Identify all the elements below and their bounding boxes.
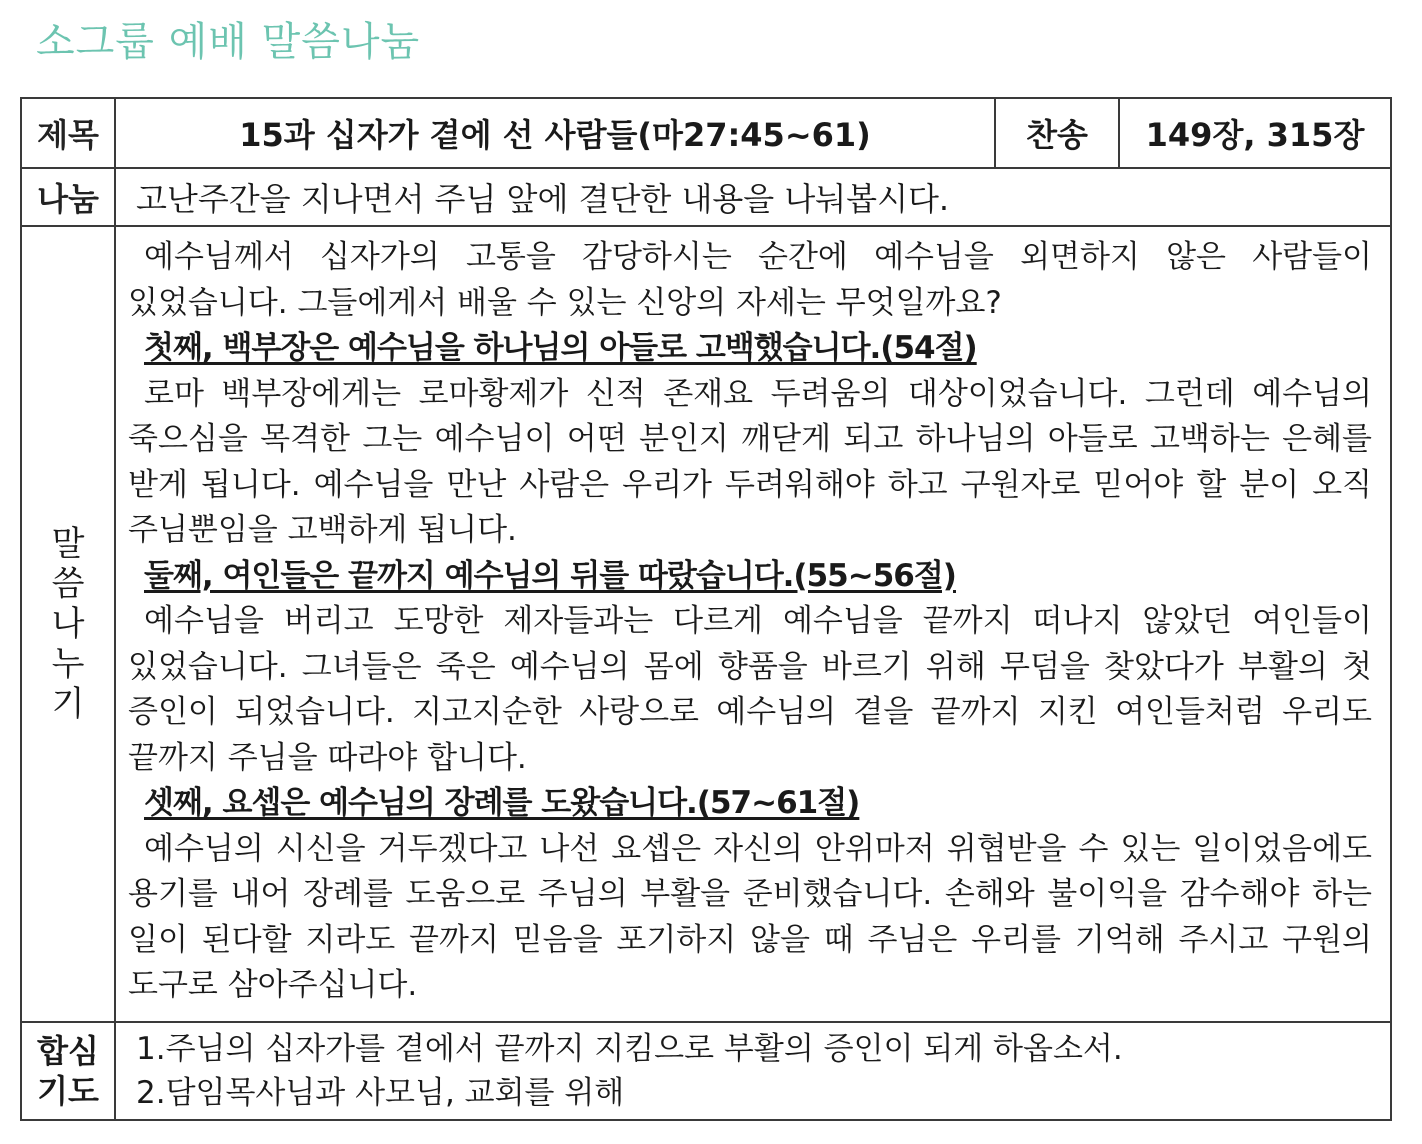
- point-heading-1: 첫째, 백부장은 예수님을 하나님의 아들로 고백했습니다.(54절): [144, 330, 977, 366]
- page-title: 소그룹 예배 말씀나눔: [36, 19, 421, 65]
- title-row: [21, 98, 1391, 168]
- message-label: [21, 226, 115, 1022]
- title-label: 제목: [21, 98, 115, 168]
- point-body-text: 예수님의 시신을 거두겠다고 나선 요셉은 자신의 안위마저 위협받을 수 있는 일이었음에도 용기를 내어 장례를 도움으로 주님의 부활을 준비했습니다. 손해와 불이익을 감수해야 하는 일이 된다할 지라도 끝까지 믿음을 포기하지 않을 때 주님은 우리를 기억해 주시고 구원의 도구로 삼아주십니다.: [128, 830, 1372, 1003]
- prayer-label-line: 합심: [37, 1031, 99, 1070]
- message-label-char: 씀: [51, 563, 85, 604]
- prayer-row: [21, 1022, 1391, 1120]
- prayer-list: [115, 1022, 1391, 1120]
- prayer-item: 1.주님의 십자가를 곁에서 끝까지 지킴으로 부활의 증인이 되게 하옵소서.: [136, 1030, 1123, 1067]
- point-heading-2: 둘째, 여인들은 끝까지 예수님의 뒤를 따랐습니다.(55~56절): [144, 557, 956, 594]
- hymn-value: 149장, 315장: [1119, 98, 1391, 168]
- point-body-3: [128, 827, 1372, 1009]
- message-label-char: 기: [51, 683, 85, 724]
- point-body-text: 예수님을 버리고 도망한 제자들과는 다르게 예수님을 끝까지 떠나지 않았던 여인들이 있었습니다. 그녀들은 죽은 예수님의 몸에 향품을 바르기 위해 무덤을 찾았다가 부활의 첫 증인이 되었습니다. 지고지순한 사랑으로 예수님의 곁을 끝까지 지킨 여인들처럼 우리도 끝까지 주님을 따라야 합니다.: [128, 603, 1372, 776]
- point-heading-3: 셋째, 요셉은 예수님의 장례를 도왔습니다.(57~61절): [144, 785, 860, 821]
- share-row: [21, 168, 1391, 226]
- point-body-1: [128, 372, 1372, 554]
- prayer-label: [21, 1022, 115, 1120]
- share-label: 나눔: [21, 168, 115, 226]
- message-row: [21, 226, 1391, 1022]
- message-body: [115, 226, 1391, 1022]
- prayer-label-line: 기도: [37, 1071, 99, 1110]
- message-label-char: 말: [51, 523, 85, 564]
- lesson-title: 15과 십자가 곁에 선 사람들(마27:45~61): [115, 98, 995, 168]
- intro-paragraph: [128, 235, 1372, 326]
- message-label-char: 나: [51, 603, 85, 644]
- sermon-sheet-table: [20, 97, 1392, 1121]
- point-body-text: 로마 백부장에게는 로마황제가 신적 존재요 두려움의 대상이었습니다. 그런데 예수님의 죽으심을 목격한 그는 예수님이 어떤 분인지 깨닫게 되고 하나님의 아들로 고백하는 은혜를 받게 됩니다. 예수님을 만난 사람은 우리가 두려워해야 하고 구원자로 믿어야 할 분이 오직 주님뿐임을 고백하게 됩니다.: [128, 375, 1372, 548]
- prayer-item: 2.담임목사님과 사모님, 교회를 위해: [136, 1074, 625, 1111]
- intro-text: 예수님께서 십자가의 고통을 감당하시는 순간에 예수님을 외면하지 않은 사람들이 있었습니다. 그들에게서 배울 수 있는 신앙의 자세는 무엇일까요?: [128, 239, 1372, 321]
- hymn-label: 찬송: [995, 98, 1119, 168]
- share-question: 고난주간을 지나면서 주님 앞에 결단한 내용을 나눠봅시다.: [115, 168, 1391, 226]
- message-label-char: 누: [51, 643, 85, 684]
- point-body-2: [128, 599, 1372, 781]
